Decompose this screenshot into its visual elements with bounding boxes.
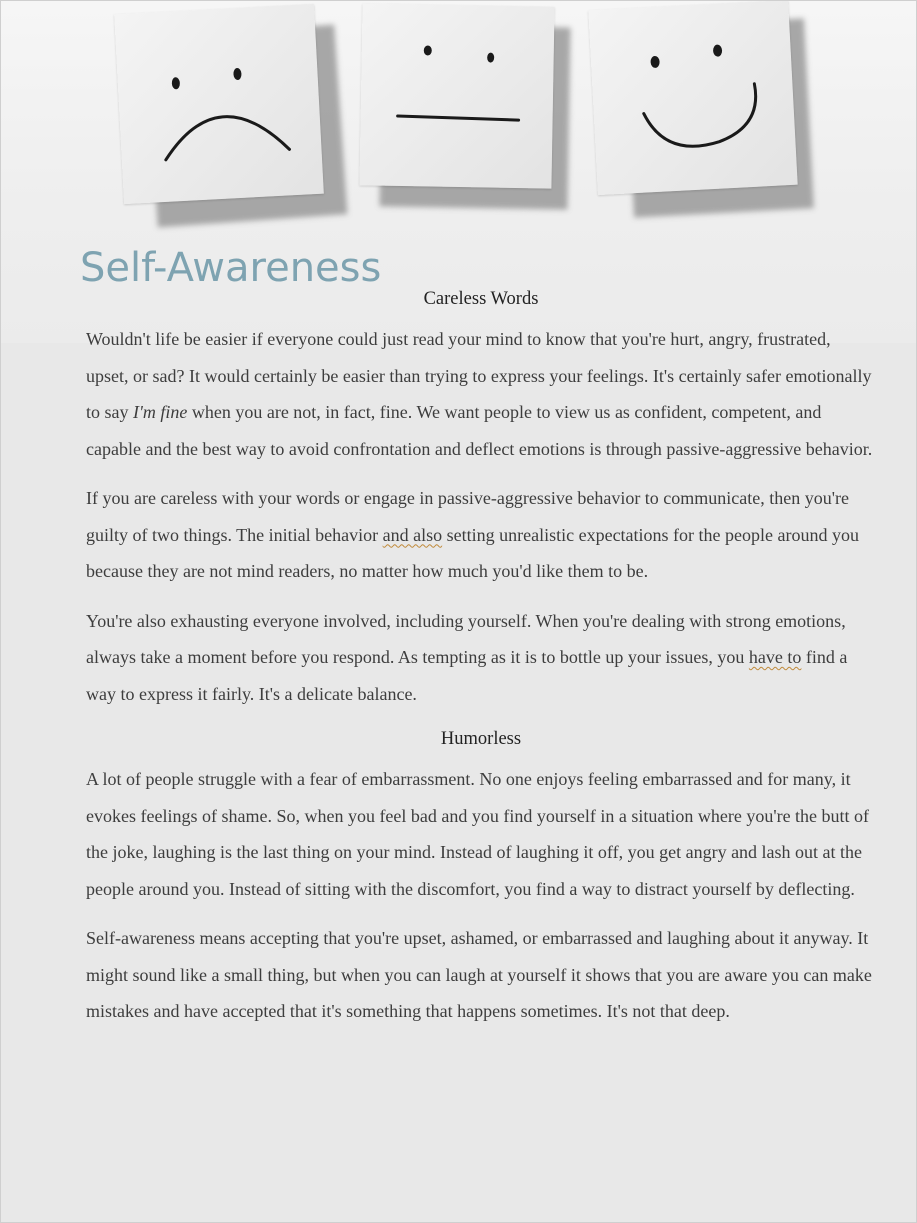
document-body[interactable] — [86, 285, 876, 1043]
neutral-face-icon — [359, 3, 554, 188]
paragraph: If you are careless with your words or engage in passive-aggressive behavior to communicate, then you're guilty of two things. The initial behavior and also setting unrealistic expectations for the people around you because they are not mind readers, no matter how much you'd like them to be. — [86, 488, 859, 581]
paragraph: Wouldn't life be easier if everyone could just read your mind to know that you're hurt, angry, frustrated, upset, or sad? It would certainly be easier than trying to express your feelings. It's certainly safer emotionally to say I'm fine when you are not, in fact, fine. We want people to view us as confident, competent, and capable and the best way to avoid confrontation and deflect emotions is through passive-aggressive behavior. — [86, 329, 873, 459]
grammar-flagged-text[interactable]: have to — [748, 647, 802, 667]
sad-face-icon — [114, 4, 324, 204]
italic-phrase: I'm fine — [133, 402, 188, 422]
section-heading: Humorless — [440, 729, 522, 749]
section-heading: Careless Words — [423, 289, 539, 309]
document-title: Self-Awareness — [80, 245, 382, 291]
grammar-flagged-text[interactable]: and also — [382, 524, 443, 545]
paragraph: Self-awareness means accepting that you're upset, ashamed, or embarrassed and laughing about it anyway. It might sound like a small thing, but when you can laugh at yourself it shows that you are aware you can make mistakes and have accepted that it's something that happens sometimes. It's not that deep. — [86, 928, 872, 1021]
paragraph: You're also exhausting everyone involved, including yourself. When you're dealing with strong emotions, always take a moment before you respond. As tempting as it is to bottle up your issues, you have to find a way to express it fairly. It's a delicate balance. — [86, 610, 848, 704]
paragraph: A lot of people struggle with a fear of embarrassment. No one enjoys feeling embarrassed and for many, it evokes feelings of shame. So, when you feel bad and you find yourself in a situation where you're the butt of the joke, laughing is the last thing on your mind. Instead of laughing it off, you get angry and lash out at the people around you. Instead of sitting with the discomfort, you find a way to distract yourself by deflecting. — [86, 769, 870, 899]
happy-face-icon — [588, 0, 797, 195]
